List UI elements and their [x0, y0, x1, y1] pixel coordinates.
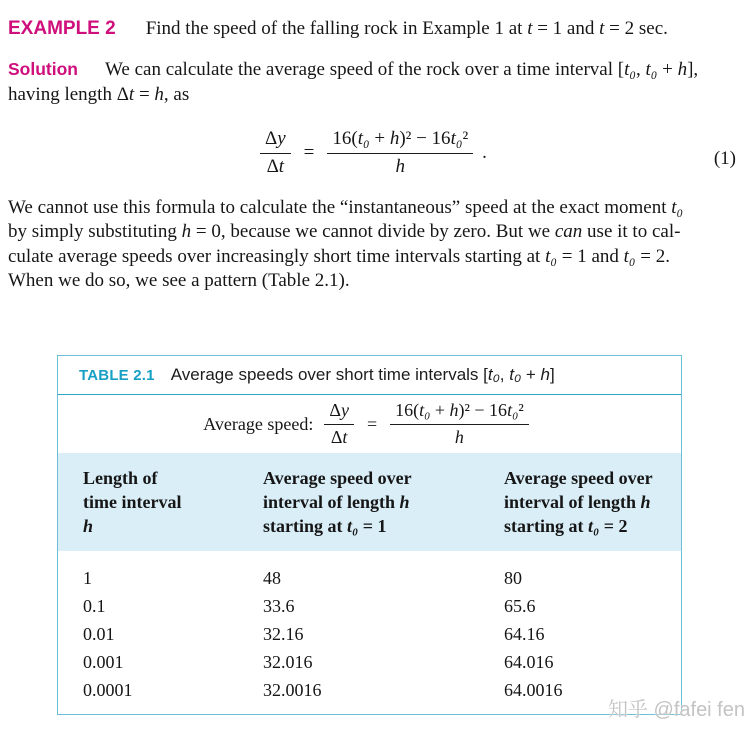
paragraph-line: When we do so, we see a pattern (Table 2.1). [8, 270, 350, 292]
math-var: t₀ [545, 245, 557, 267]
equation-body [253, 128, 487, 178]
text-run: starting at [263, 516, 347, 536]
text-run: 16( [332, 128, 358, 149]
formula-label: Average speed: [203, 413, 314, 434]
text-run: ], [687, 59, 699, 80]
fraction-denominator [331, 425, 348, 448]
zhihu-watermark: 知乎 @fafei fen [607, 699, 745, 721]
text-run: = 2. [635, 245, 670, 267]
table-title-row [58, 356, 681, 395]
fraction-rhs [390, 400, 529, 448]
table-title-text [171, 365, 555, 385]
column-header-t0-2 [504, 466, 681, 538]
cell-h: 0.001 [83, 651, 124, 672]
cell-h: 0.0001 [83, 679, 133, 700]
solution-line-2 [8, 84, 189, 106]
equals-sign: = [303, 142, 315, 163]
math-var: h [540, 365, 550, 384]
text-run: 16( [395, 400, 420, 420]
fraction-numerator [260, 128, 291, 154]
cell-speed-t1: 32.016 [263, 651, 313, 672]
text-run: , [499, 365, 510, 384]
table-row [58, 564, 681, 592]
math-var: y [340, 400, 349, 420]
text-run: by simply substituting [8, 221, 182, 243]
math-var: t₀ [645, 59, 658, 80]
text-run: interval of length [263, 492, 400, 512]
text-run: = 1 and [532, 18, 600, 39]
math-var: h [389, 128, 400, 149]
math-var: h [454, 427, 464, 447]
text-run: , [636, 59, 646, 80]
column-header-length [58, 466, 263, 538]
math-var: h [449, 400, 459, 420]
cell-h: 0.1 [83, 595, 106, 616]
paragraph-line [8, 220, 683, 244]
text-run: ² [518, 400, 524, 420]
equation-number: (1) [713, 148, 736, 169]
header-line [83, 514, 263, 538]
table-formula-row [58, 395, 681, 453]
fraction-dy-dt [260, 128, 291, 178]
solution-line-1 [8, 59, 698, 81]
header-line [263, 514, 504, 538]
text-run: = 2 sec. [604, 18, 668, 39]
math-delta: Δ [330, 427, 343, 447]
fraction-numerator [324, 400, 354, 425]
example-label: EXAMPLE 2 [8, 18, 116, 39]
math-var: h [640, 492, 651, 512]
fraction-dy-dt [324, 400, 354, 448]
table-2-1 [57, 355, 682, 715]
math-var: t₀ [671, 197, 684, 218]
table-header-row [58, 453, 681, 551]
table-row [58, 620, 681, 648]
header-line: Length of [83, 468, 158, 488]
math-var: t₀ [450, 128, 463, 149]
text-run: ² [462, 128, 469, 149]
math-var: t₀ [509, 365, 522, 384]
fraction-numerator [390, 400, 529, 425]
math-var: h [399, 492, 410, 512]
math-var: h [395, 156, 406, 177]
fraction-rhs [327, 128, 473, 178]
text-run: culate average speeds over increasingly short time intervals starting at [8, 245, 546, 267]
math-delta: Δ [265, 128, 278, 149]
table-body [58, 551, 681, 714]
text-run: Average speeds over short time intervals [ [170, 365, 488, 384]
text-run: We cannot use this formula to calculate the “instantaneous” speed at the exact moment [8, 197, 672, 218]
math-var: t [599, 18, 605, 39]
text-run: Find the speed of the falling rock in Example 1 at [145, 18, 528, 39]
cell-speed-t2: 65.6 [504, 595, 536, 616]
math-var: h [181, 221, 192, 243]
text-run: )² − 16 [399, 128, 451, 149]
cell-speed-t1: 32.0016 [263, 679, 322, 700]
text-run: + [430, 400, 450, 420]
math-var: y [277, 128, 286, 149]
math-var: t₀ [507, 400, 519, 420]
text-run: = [134, 84, 155, 105]
math-var: t [278, 156, 285, 177]
math-var: h [154, 84, 164, 105]
text-run: + [657, 59, 678, 80]
text-run: )² − 16 [458, 400, 508, 420]
table-row [58, 676, 681, 704]
fraction-denominator [396, 154, 406, 178]
text-run: , as [163, 84, 190, 105]
math-delta: Δ [266, 156, 279, 177]
table-row [58, 592, 681, 620]
emphasis-word: can [554, 221, 583, 243]
text-run: = 2 [599, 516, 628, 536]
header-line: Average speed over [263, 468, 412, 488]
table-label: TABLE 2.1 [79, 366, 155, 384]
body-paragraph [8, 196, 683, 294]
math-var: t [128, 84, 135, 105]
column-header-t0-1 [263, 466, 504, 538]
math-var: t₀ [623, 245, 636, 267]
cell-speed-t2: 64.16 [504, 623, 545, 644]
math-var: t₀ [487, 365, 500, 384]
cell-speed-t1: 48 [263, 567, 281, 588]
equals-sign: = [366, 413, 378, 434]
cell-speed-t2: 80 [504, 567, 522, 588]
math-var: t [342, 427, 348, 447]
math-var: h [677, 59, 688, 80]
header-line: time interval [83, 492, 182, 512]
example-heading [8, 18, 668, 40]
cell-speed-t1: 32.16 [263, 623, 304, 644]
header-line [504, 490, 681, 514]
text-run: + [369, 128, 390, 149]
text-run: = 1 [358, 516, 387, 536]
cell-h: 0.01 [83, 623, 115, 644]
text-run: We can calculate the average speed of the rock over a time interval [ [104, 59, 625, 80]
math-var: t₀ [419, 400, 431, 420]
text-run: ] [549, 365, 555, 384]
cell-speed-t1: 33.6 [263, 595, 295, 616]
math-var: t₀ [624, 59, 636, 80]
text-run: starting at [504, 516, 588, 536]
display-equation [0, 128, 749, 190]
math-delta: Δ [329, 400, 341, 420]
math-var: t₀ [347, 516, 359, 536]
paragraph-line [8, 196, 683, 220]
math-var: h [83, 516, 94, 536]
text-run: = 1 and [556, 245, 624, 267]
fraction-denominator [455, 425, 464, 448]
header-line [263, 490, 504, 514]
text-run: interval of length [504, 492, 641, 512]
math-var: t₀ [357, 128, 370, 149]
fraction-denominator [267, 154, 285, 178]
text-run: use it to cal- [582, 221, 681, 243]
paragraph-line [8, 245, 683, 269]
text-run: = 0, because we cannot divide by zero. But we [191, 221, 555, 243]
math-var: t [527, 18, 533, 39]
solution-label: Solution [8, 59, 78, 79]
table-row [58, 648, 681, 676]
cell-speed-t2: 64.0016 [504, 679, 563, 700]
header-line: Average speed over [504, 468, 653, 488]
math-var: t₀ [588, 516, 600, 536]
text-run: having length Δ [8, 84, 129, 105]
cell-speed-t2: 64.016 [504, 651, 554, 672]
text-run: + [521, 365, 541, 384]
header-line [504, 514, 681, 538]
cell-h: 1 [83, 567, 92, 588]
fraction-numerator [327, 128, 473, 154]
equation-period: . [482, 142, 487, 163]
